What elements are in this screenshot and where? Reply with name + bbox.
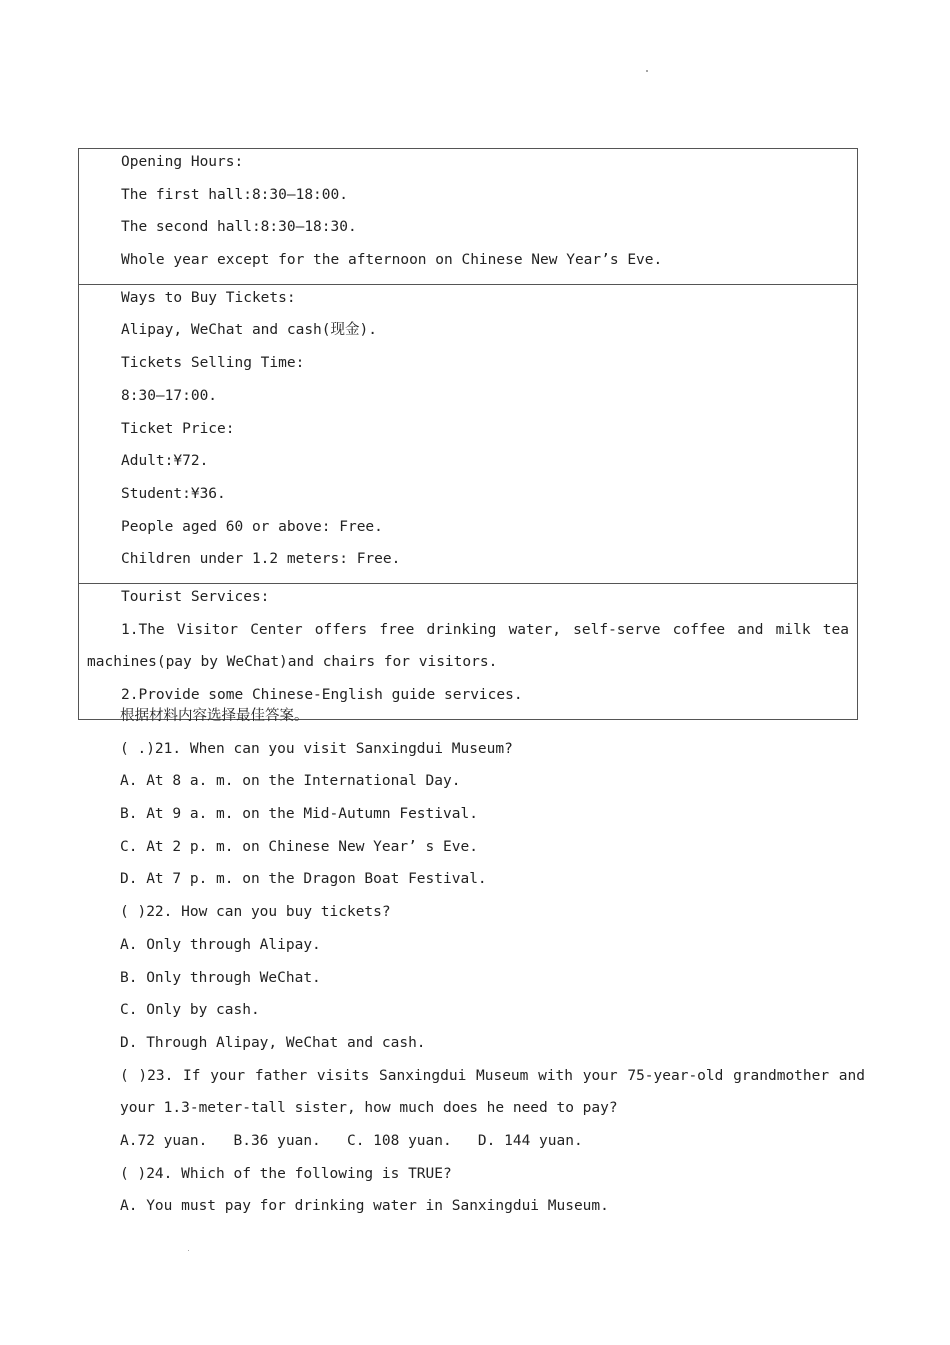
q24-stem: ( )24. Which of the following is TRUE?	[120, 1165, 452, 1182]
q22-option-d: D. Through Alipay, WeChat and cash.	[120, 1034, 426, 1051]
q24-option-a: A. You must pay for drinking water in Sanxingdui Museum.	[120, 1198, 609, 1215]
top-mark	[646, 70, 648, 72]
service-item-1-line-1: 1.The Visitor Center offers free drinking water, self-serve coffee and milk tea	[121, 621, 849, 638]
q23-stem-line-1: ( )23. If your father visits Sanxingdui Museum with your 75-year-old grandmother and	[120, 1067, 865, 1084]
opening-note: Whole year except for the afternoon on Chinese New Year’s Eve.	[121, 252, 663, 269]
ways-heading: Ways to Buy Tickets:	[121, 289, 296, 306]
q22-option-c: C. Only by cash.	[120, 1002, 260, 1019]
service-item-1-line-2: machines(pay by WeChat)and chairs for visitors.	[87, 654, 498, 671]
service-item-2: 2.Provide some Chinese-English guide services.	[121, 687, 523, 703]
student-price: Student:¥36.	[121, 485, 226, 502]
museum-info-table	[78, 148, 858, 720]
q23-stem-line-2: your 1.3-meter-tall sister, how much does he need to pay?	[120, 1100, 618, 1117]
q23-options: A.72 yuan. B.36 yuan. C. 108 yuan. D. 144 yuan.	[120, 1132, 583, 1149]
ways-to-buy: Alipay, WeChat and cash(现金).	[121, 322, 377, 339]
price-heading: Ticket Price:	[121, 420, 235, 437]
q21-option-c: C. At 2 p. m. on Chinese New Year’ s Eve.	[120, 838, 478, 855]
q21-option-d: D. At 7 p. m. on the Dragon Boat Festival.	[120, 871, 487, 888]
second-hall-hours: The second hall:8:30—18:30.	[121, 219, 357, 236]
bottom-mark	[188, 1250, 189, 1251]
q21-option-a: A. At 8 a. m. on the International Day.	[120, 773, 461, 790]
children-price: Children under 1.2 meters: Free.	[121, 551, 401, 568]
selling-time-heading: Tickets Selling Time:	[121, 355, 305, 372]
opening-hours-heading: Opening Hours:	[121, 154, 244, 170]
selling-time: 8:30—17:00.	[121, 387, 218, 404]
q22-stem: ( )22. How can you buy tickets?	[120, 904, 391, 921]
elderly-price: People aged 60 or above: Free.	[121, 518, 383, 535]
questions-block	[120, 705, 865, 1228]
q22-option-b: B. Only through WeChat.	[120, 969, 321, 986]
instruction: 根据材料内容选择最佳答案。	[120, 708, 309, 724]
services-heading: Tourist Services:	[121, 588, 270, 605]
opening-hours-section	[79, 149, 857, 284]
services-section	[79, 583, 857, 719]
q22-option-a: A. Only through Alipay.	[120, 936, 321, 953]
first-hall-hours: The first hall:8:30—18:00.	[121, 186, 348, 203]
q21-stem: ( .)21. When can you visit Sanxingdui Museum?	[120, 740, 513, 757]
adult-price: Adult:¥72.	[121, 453, 209, 470]
q21-option-b: B. At 9 a. m. on the Mid-Autumn Festival.	[120, 806, 478, 823]
tickets-section	[79, 284, 857, 583]
